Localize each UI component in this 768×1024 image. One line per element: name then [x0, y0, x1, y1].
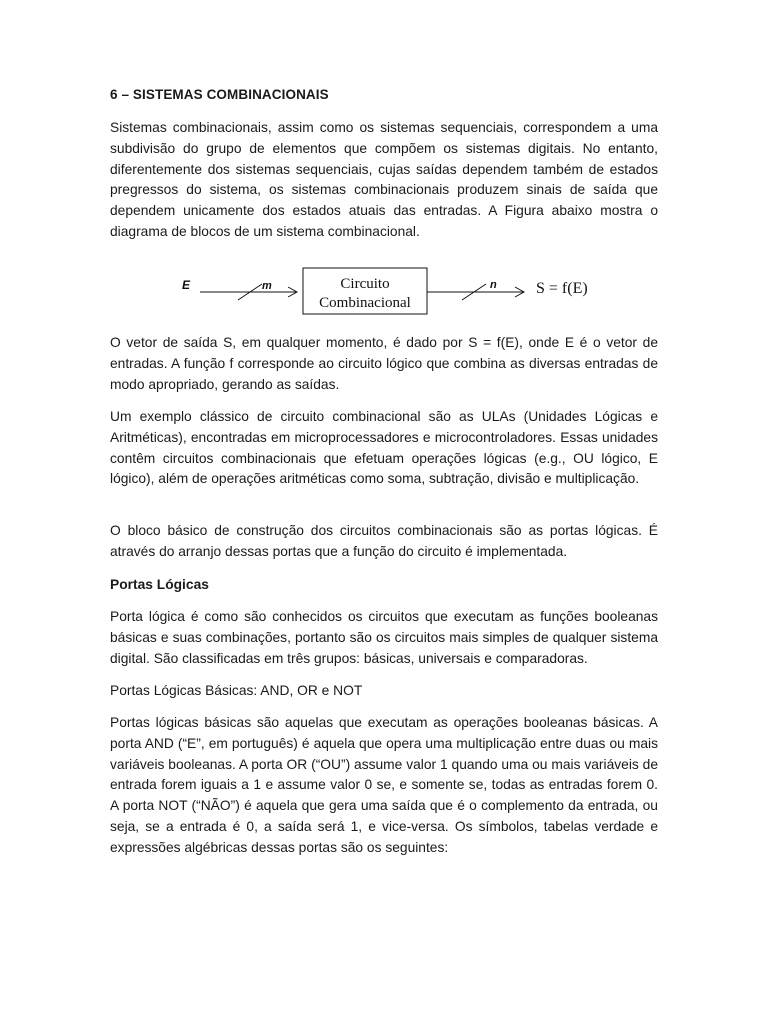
- diagram-output-label: S = f(E): [536, 280, 588, 297]
- paragraph-intro: Sistemas combinacionais, assim como os sistemas sequenciais, correspondem a uma subdivisão do grupo de elementos que compõem os sistemas digitais. No entanto, diferentemente dos sistemas sequenciais, cujas saídas dependem também de estados pregressos do sistema, os sistemas combinacionais produzem sinais de saída que dependem unicamente dos estados atuais das entradas. A Figura abaixo mostra o diagrama de blocos de um sistema combinacional.: [110, 120, 658, 239]
- paragraph-ula-example: Um exemplo clássico de circuito combinacional são as ULAs (Unidades Lógicas e Aritméticas), encontradas em microprocessadores e microcontroladores. Essas unidades contêm circuitos combinacionais que efetuam operações lógicas (e.g., OU lógico, E lógico), além de operações aritméticas como soma, subtração, divisão e multiplicação.: [110, 409, 658, 487]
- diagram-input-bus-label: m: [262, 280, 272, 292]
- paragraph-portas-logicas: Porta lógica é como são conhecidos os circuitos que executam as funções booleanas básicas e suas combinações, portanto são os circuitos mais simples de qualquer sistema digital. São classificadas em três grupos: básicas, universais e comparadoras.: [110, 609, 658, 666]
- subheading-portas-basicas: Portas Lógicas Básicas: AND, OR e NOT: [110, 683, 363, 698]
- paragraph-output-vector: O vetor de saída S, em qualquer momento, é dado por S = f(E), onde E é o vetor de entradas. A função f corresponde ao circuito lógico que combina as diversas entradas de modo apropriado, gerando as saídas.: [110, 335, 658, 392]
- block-diagram: [110, 258, 658, 320]
- circuit-block-line1: Circuito: [340, 276, 390, 292]
- subheading-portas-logicas: Portas Lógicas: [110, 577, 209, 592]
- paragraph-basic-block: O bloco básico de construção dos circuitos combinacionais são as portas lógicas. É através do arranjo dessas portas que a função do circuito é implementada.: [110, 523, 658, 559]
- diagram-input-label: E: [182, 278, 191, 292]
- diagram-output-bus-label: n: [490, 279, 497, 291]
- paragraph-portas-basicas: Portas lógicas básicas são aquelas que executam as operações booleanas básicas. A porta AND (“E”, em português) é aquela que opera uma multiplicação entre duas ou mais variáveis booleanas. A porta OR (“OU”) assume valor 1 quando uma ou mais variáveis de entrada forem iguais a 1 e assume valor 0 se, e somente se, todas as entradas forem 0. A porta NOT (“NÃO”) é aquela que gera uma saída que é o complemento da entrada, ou seja, se a entrada é 0, a saída será 1, e vice-versa. Os símbolos, tabelas verdade e expressões algébricas dessas portas são os seguintes:: [110, 715, 658, 855]
- block-diagram-svg: [110, 258, 658, 320]
- section-title: 6 – SISTEMAS COMBINACIONAIS: [110, 87, 329, 102]
- circuit-block-line2: Combinacional: [319, 295, 411, 311]
